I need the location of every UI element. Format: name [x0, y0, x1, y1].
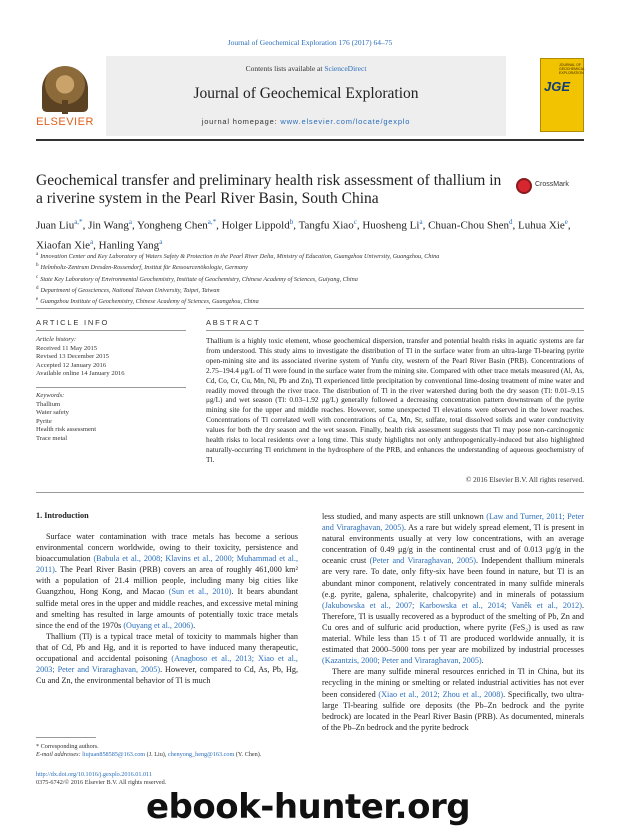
cover-abbrev: JGE	[544, 79, 571, 94]
article-history: Article history: Received 11 May 2015 Revised 13 December 2015 Accepted 12 January 2016 Available online 14 January 2016	[36, 336, 186, 379]
keyword: Thallium	[36, 400, 61, 408]
rights: 0375-6742/© 2016 Elsevier B.V. All rights reserved.	[36, 779, 167, 787]
history-item: Available online 14 January 2016	[36, 370, 125, 378]
affiliation: $^c$ State Key Laboratory of Environmental Geochemistry, Institute of Geochemistry, Chinese Academy of Sciences, Guiyang, China	[36, 274, 358, 283]
header-rule	[36, 139, 584, 141]
author-affiliation-marker[interactable]: e	[564, 218, 568, 226]
keyword: Health risk assessment	[36, 426, 97, 434]
email-link[interactable]: liujuan858585@163.com	[82, 751, 146, 759]
email-link[interactable]: chenyong_heng@163.com	[167, 751, 235, 759]
publisher-name: ELSEVIER	[36, 116, 94, 128]
contents-line: Contents lists available at ScienceDirect	[245, 64, 367, 73]
sciencedirect-link[interactable]: ScienceDirect	[324, 64, 367, 73]
divider	[206, 330, 584, 331]
homepage-line: journal homepage: www.elsevier.com/locate/gexplo	[201, 117, 411, 126]
footnote: * Corresponding authors. E-mail addresses: liujuan858585@163.com (J. Liu), chenyong_heng@163.com (Y. Chen).	[36, 743, 262, 759]
keyword: Trace metal	[36, 434, 68, 442]
citation-link[interactable]: (Peter and Viraraghavan, 2005)	[369, 556, 476, 566]
author-affiliation-marker[interactable]: a	[159, 237, 163, 246]
author[interactable]: Hanling Yang	[98, 239, 160, 252]
copyright: © 2016 Elsevier B.V. All rights reserved.	[465, 476, 584, 484]
abstract-heading: ABSTRACT	[206, 318, 261, 327]
paragraph: Thallium (Tl) is a typical trace metal of toxicity to mammals higher than that of Cd, Pb and Hg, and it is reported to have induced many therapeutic, occupational and accidental poisoning (Anagboso et al., 2013; Xiao et al., 2003; Peter and Viraraghavan, 2005). However, compared to Cd, As, Pb, Hg, Cu and Zn, the environmental behavior of Tl is much	[36, 631, 298, 686]
author-affiliation-marker[interactable]: a,*	[74, 218, 83, 226]
divider	[206, 308, 584, 309]
author-affiliation-marker[interactable]: c	[353, 218, 357, 226]
author-affiliation-marker[interactable]: b	[289, 218, 294, 226]
crossmark-label: CrossMark	[535, 181, 569, 188]
journal-title: Journal of Geochemical Exploration	[193, 85, 419, 102]
paragraph: Surface water contamination with trace metals has become a serious environmental concern worldwide, owing to their toxicity, persistence and bioaccumulation (Babula et al., 2008; Klavins et al., 2000; Muhammad et al., 2011). The Pearl River Basin (PRB) covers an area of roughly 461,000 km² with a population of 21.4 million people, including many big cities like Guangzhou, Hong Kong, and Macao (Sun et al., 2010). It bears abundant sulfide metal ores in the upper and middle reaches, and excessive metal mining and smelting has resulted in large amounts of potentially toxic trace metals since the end of the 1970s (Ouyang et al., 2006).	[36, 532, 299, 630]
affiliation: $^a$ Innovation Center and Key Laboratory of Waters Safety & Protection in the Pearl River Delta, Ministry of Education, Guangzhou University, Guangzhou, China	[36, 252, 440, 261]
watermark: ebook-hunter.org	[146, 787, 471, 827]
divider	[36, 330, 186, 331]
author[interactable]: Luhua Xie	[518, 219, 565, 232]
article-info-heading: ARTICLE INFO	[36, 318, 110, 327]
author-affiliation-marker[interactable]: a	[128, 218, 132, 226]
affiliation-list	[36, 250, 584, 307]
history-item: Revised 13 December 2015	[36, 353, 110, 361]
keyword: Pyrite	[36, 417, 52, 425]
citation-link[interactable]: (Babula et al., 2008; Klavins et al., 2000; Muhammad et al., 2011)	[36, 554, 298, 575]
affiliation: $^b$ Helmholtz-Zentrum Dresden-Rossendorf, Institut für Ressourcenökologie, Germany	[36, 263, 248, 272]
abstract-text: Thallium is a highly toxic element, whose geochemical dispersion, transfer and potential health risks in aquatic systems are far from understood. This study aims to investigate the distribution of Tl in the surface water from an ultra-large Tl-bearing pyrite open-mining site and its associated riverine system of Yunfu city, western of the Pearl River Basin (PRB). Concentrations of 2.75–194.4 μg/L of Tl were found in the surface water from the mining site. Compared with other trace metals measured (Al, As, Cd, Co, Cr, Cu, Mn, Ni, Pb and Zn), Tl experienced little precipitation by conventional lime-dosing treatment of mine water and readily moved through the river trace. The distribution of Tl in the river watershed during both the dry season (Tl: 0.01–9.15 μg/L) and wet season (Tl: 0.03–1.92 μg/L) generally followed a decreasing concentration pattern downstream of the pyrite mining site for the upper and middle reaches. However, some unexpected Tl elevations were observed in the lower reaches. Concentrations of Tl correlated well with concentrations of Ca, Mn, Sr, sulfate, total dissolved solids and water conductivity values for both the dry season and the wet season. Finally, health risk assessment suggests that Tl may pose non-carcinogenic health risks to local residents over a long time. This study highlights not only anthropogenically-induced but also highlighted naturally-occurring Tl enrichment in the hydrosphere of the PRB, and enhances the understanding of aqueous geochemistry of Tl.	[206, 336, 584, 464]
doi-block	[36, 771, 298, 788]
divider	[36, 492, 584, 493]
divider	[36, 387, 186, 388]
author-affiliation-marker[interactable]: a	[90, 237, 94, 246]
elsevier-logo[interactable]	[36, 66, 94, 132]
author[interactable]: Chuan-Chou Shen	[428, 219, 510, 232]
body-column-left	[36, 531, 298, 686]
author[interactable]: Juan Liu	[36, 219, 75, 232]
author[interactable]: Tangfu Xiao	[298, 219, 354, 232]
paragraph: less studied, and many aspects are still unknown (Law and Turner, 2011; Peter and Viraraghavan, 2005). As a rare but widely spread element, Tl is present in natural environments usually at very low concentrations, with an average concentration of 0.49 μg/g in the continental crust and of 0.013 μg/g in the oceanic crust (Peter and Viraraghavan, 2005). Independent thallium minerals are very rare. To date, only fifty-six have been found in nature, but Tl is an abundant minor component, relatively concentrated in many sulfide minerals (e.g. pyrite, galena, sphalerite, chalcopyrite) and in minerals of potassium (Jakubowska et al., 2007; Karbowska et al., 2014; Vaněk et al., 2012). Therefore, Tl is usually recovered as a byproduct of the smelting of Pb, Zn and Cu ores and of sulfuric acid production, where pyrite (FeS₂) is used as raw material. While less than 15 t of Tl are produced worldwide annually, it is estimated that 2000–5000 tons per year are mobilized by industrial processes (Kazantzis, 2000; Peter and Viraraghavan, 2005).	[322, 512, 584, 666]
doi-link[interactable]: http://dx.doi.org/10.1016/j.gexplo.2016.01.011	[36, 771, 153, 778]
header-center	[106, 56, 506, 136]
article-info	[36, 336, 186, 452]
citation-link[interactable]: (Kazantzis, 2000; Peter and Viraraghavan, 2005)	[322, 656, 482, 666]
author-affiliation-marker[interactable]: a,*	[207, 218, 217, 226]
citation-link[interactable]: (Xiao et al., 2012; Zhou et al., 2008)	[378, 689, 504, 699]
crossmark-icon	[516, 178, 532, 194]
citation-link[interactable]: (Jakubowska et al., 2007; Karbowska et al., 2014; Vaněk et al., 2012)	[322, 600, 582, 610]
journal-header	[36, 56, 584, 136]
cover-text: JOURNAL OF GEOCHEMICAL EXPLORATION	[559, 63, 585, 75]
journal-reference[interactable]: Journal of Geochemical Exploration 176 (2017) 64–75	[227, 38, 393, 47]
history-item: Received 11 May 2015	[36, 344, 98, 352]
author[interactable]: Xiaofan Xie	[36, 239, 91, 252]
author-affiliation-marker[interactable]: a	[419, 218, 423, 226]
author[interactable]: Yongheng Chen	[137, 219, 208, 232]
tree-trunk-icon	[62, 100, 68, 114]
section-heading: 1. Introduction	[36, 511, 89, 520]
citation-link[interactable]: (Law and Turner, 2011; Peter and Viraraghavan, 2005)	[322, 512, 584, 533]
article-title: Geochemical transfer and preliminary health risk assessment of thallium in a riverine system in the Pearl River Basin, South China	[36, 172, 502, 207]
history-item: Accepted 12 January 2016	[36, 361, 107, 369]
paragraph: There are many sulfide mineral resources enriched in Tl in China, but its recycling in the mining or smelting or related industrial activities has not ever been considered (Xiao et al., 2012; Zhou et al., 2008). Specifically, two ultra-large Tl-bearing sulfide ore deposits (the Pb–Zn bedrock and the pyrite bedrock) are located in the Pearl River Basin (PRB). As documented, minerals of the Pb–Zn bedrock and the pyrite bedrock	[322, 667, 584, 732]
author-list: Juan Liu$^{a,*}$, Jin Wang$^a$, Yongheng Chen$^{a,*}$, Holger Lippold$^b$, Tangfu Xiao$^c$, Huosheng Li$^a$, Chuan-Chou Shen$^d$, Luhua Xie$^e$, Xiaofan Xie$^a$, Hanling Yang$^a$	[36, 218, 571, 252]
crossmark-badge[interactable]	[516, 178, 588, 194]
journal-cover[interactable]	[540, 58, 584, 132]
citation-link[interactable]: (Ouyang et al., 2006)	[123, 620, 194, 630]
author[interactable]: Holger Lippold	[221, 219, 290, 232]
keyword: Water safety	[36, 409, 69, 417]
body-column-right	[322, 511, 584, 733]
affiliation: $^e$ Guangzhou Institute of Geochemistry, Chinese Academy of Sciences, Guangzhou, China	[36, 297, 259, 306]
author-affiliation-marker[interactable]: d	[509, 218, 513, 226]
divider	[36, 308, 186, 309]
homepage-link[interactable]: www.elsevier.com/locate/gexplo	[280, 117, 411, 126]
author[interactable]: Huosheng Li	[362, 219, 420, 232]
footnote-rule	[36, 737, 96, 738]
citation-link[interactable]: (Sun et al., 2010)	[168, 587, 232, 597]
affiliation: $^d$ Department of Geosciences, National Taiwan University, Taipei, Taiwan	[36, 286, 220, 295]
citation-link[interactable]: (Anagboso et al., 2013; Xiao et al., 2003; Peter and Viraraghavan, 2005)	[36, 654, 298, 675]
keywords: Keywords: Thallium Water safety Pyrite Health risk assessment Trace metal	[36, 392, 186, 444]
author[interactable]: Jin Wang	[88, 219, 129, 232]
